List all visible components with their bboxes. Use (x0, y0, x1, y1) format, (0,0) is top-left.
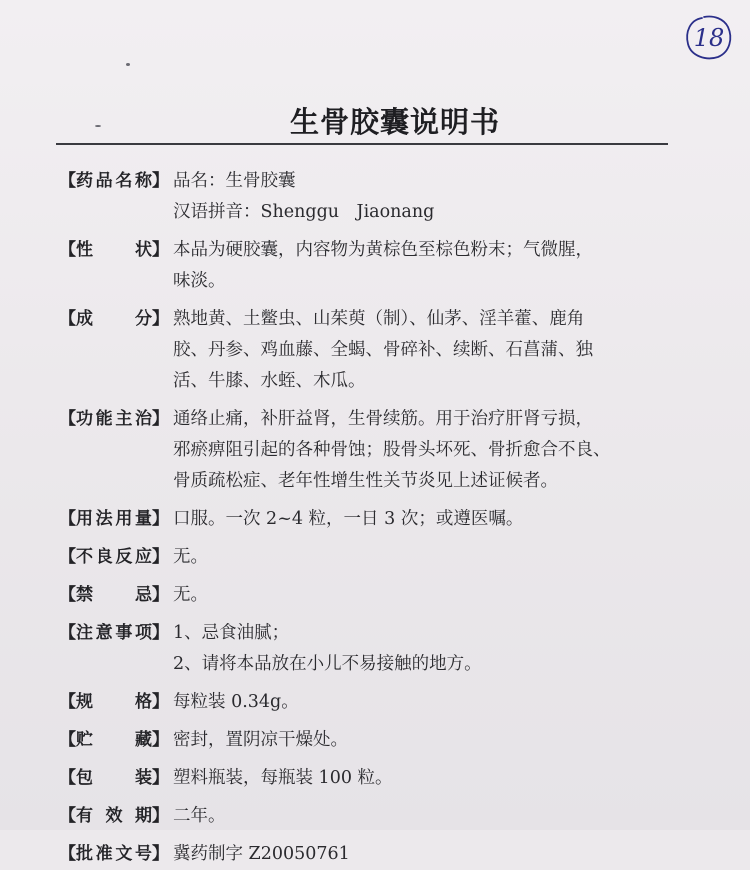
label-char: 【药 (59, 171, 93, 191)
section-package (58, 763, 698, 794)
value-line: 无。 (173, 585, 208, 605)
label-char: 号】 (134, 844, 169, 864)
document-title: 生骨胶囊说明书 (289, 105, 500, 139)
label-char: 效 (105, 806, 123, 826)
label-char: 【贮 (59, 730, 93, 750)
label-char: 【性 (59, 240, 93, 260)
section-value (170, 235, 698, 297)
label-char: 应】 (134, 547, 169, 567)
section-value (170, 580, 698, 611)
value-line: 无。 (173, 547, 208, 567)
label-char: 良 (95, 547, 113, 567)
value-line: 口服。一次 2~4 粒，一日 3 次；或遵医嘱。 (173, 509, 524, 529)
value-line: 本品为硬胶囊，内容物为黄棕色至棕色粉末；气微腥， (173, 240, 593, 260)
label-char: 状】 (135, 240, 169, 260)
value-line: 通络止痛，补肝益肾，生骨续筋。用于治疗肝肾亏损， (173, 409, 593, 429)
value-line: 味淡。 (173, 271, 226, 291)
section-value (170, 801, 698, 832)
label-char: 【批 (59, 844, 93, 864)
section-label (58, 725, 170, 756)
value-line: 品名：生骨胶囊 (173, 171, 296, 191)
label-char: 分】 (135, 309, 169, 329)
label-char: 【用 (59, 509, 93, 529)
section-precautions (58, 618, 698, 680)
label-char: 文 (115, 844, 133, 864)
label-char: 能 (95, 409, 113, 429)
value-line: 汉语拼音：Shenggu Jiaonang (173, 202, 435, 222)
value-line: 1、忌食油腻； (173, 623, 290, 643)
label-char: 藏】 (135, 730, 169, 750)
section-validity (58, 801, 698, 832)
section-indications (58, 404, 698, 497)
label-char: 品 (95, 171, 113, 191)
label-char: 期】 (135, 806, 169, 826)
label-char: 准 (95, 844, 113, 864)
section-label (58, 618, 170, 649)
section-value (170, 687, 698, 718)
section-label (58, 801, 170, 832)
section-label (58, 763, 170, 794)
value-line: 2、请将本品放在小儿不易接触的地方。 (173, 654, 482, 674)
section-contraindications (58, 580, 698, 611)
label-char: 法 (95, 509, 113, 529)
value-line: 活、牛膝、水蛭、木瓜。 (173, 371, 366, 391)
section-value (170, 725, 698, 756)
value-line: 骨质疏松症、老年性增生性关节炎见上述证候者。 (173, 471, 558, 491)
section-label (58, 839, 170, 870)
value-line: 每粒装 0.34g。 (173, 692, 299, 712)
section-label (58, 404, 170, 435)
section-label (58, 580, 170, 611)
value-line: 熟地黄、土鳖虫、山茱萸（制）、仙茅、淫羊藿、鹿角 (173, 309, 585, 329)
value-line: 胶、丹参、鸡血藤、全蝎、骨碎补、续断、石菖蒲、独 (173, 340, 593, 360)
handwritten-page-number (684, 14, 734, 62)
circled-number-mark (684, 14, 734, 62)
section-label (58, 304, 170, 335)
instruction-sections (58, 166, 698, 870)
value-line: 邪瘀痹阻引起的各种骨蚀；股骨头坏死、骨折愈合不良、 (173, 440, 611, 460)
section-label (58, 235, 170, 266)
label-char: 治】 (134, 409, 169, 429)
label-char: 【规 (59, 692, 93, 712)
section-value (170, 618, 698, 680)
label-char: 名 (115, 171, 133, 191)
section-storage (58, 725, 698, 756)
section-value (170, 404, 698, 497)
value-line: 冀药制字 Z20050761 (173, 844, 350, 864)
section-value (170, 839, 698, 870)
label-char: 格】 (135, 692, 169, 712)
section-dosage (58, 504, 698, 535)
label-char: 称】 (134, 171, 169, 191)
section-value (170, 166, 698, 228)
label-char: 用 (115, 509, 133, 529)
page-number-text: 18 (693, 24, 725, 52)
section-ingredients (58, 304, 698, 397)
value-line: 密封，置阴凉干燥处。 (173, 730, 348, 750)
section-specification (58, 687, 698, 718)
label-char: 忌】 (135, 585, 169, 605)
speck (126, 63, 130, 66)
label-char: 【禁 (59, 585, 93, 605)
section-approval-number (58, 839, 698, 870)
section-label (58, 504, 170, 535)
label-char: 【包 (59, 768, 93, 788)
section-label (58, 166, 170, 197)
value-line: 二年。 (173, 806, 226, 826)
label-char: 【不 (59, 547, 93, 567)
section-label (58, 542, 170, 573)
label-char: 【功 (59, 409, 93, 429)
section-value (170, 763, 698, 794)
label-char: 事 (115, 623, 133, 643)
label-char: 【成 (59, 309, 93, 329)
label-char: 意 (95, 623, 113, 643)
section-character (58, 235, 698, 297)
section-value (170, 304, 698, 397)
label-char: 主 (115, 409, 133, 429)
label-char: 【有 (59, 806, 93, 826)
section-value (170, 504, 698, 535)
section-label (58, 687, 170, 718)
label-char: 项】 (134, 623, 169, 643)
section-adverse-reactions (58, 542, 698, 573)
label-char: 反 (115, 547, 133, 567)
section-drug-name (58, 166, 698, 228)
value-line: 塑料瓶装，每瓶装 100 粒。 (173, 768, 393, 788)
label-char: 【注 (59, 623, 93, 643)
title-divider (56, 143, 668, 145)
label-char: 装】 (135, 768, 169, 788)
section-value (170, 542, 698, 573)
label-char: 量】 (134, 509, 169, 529)
